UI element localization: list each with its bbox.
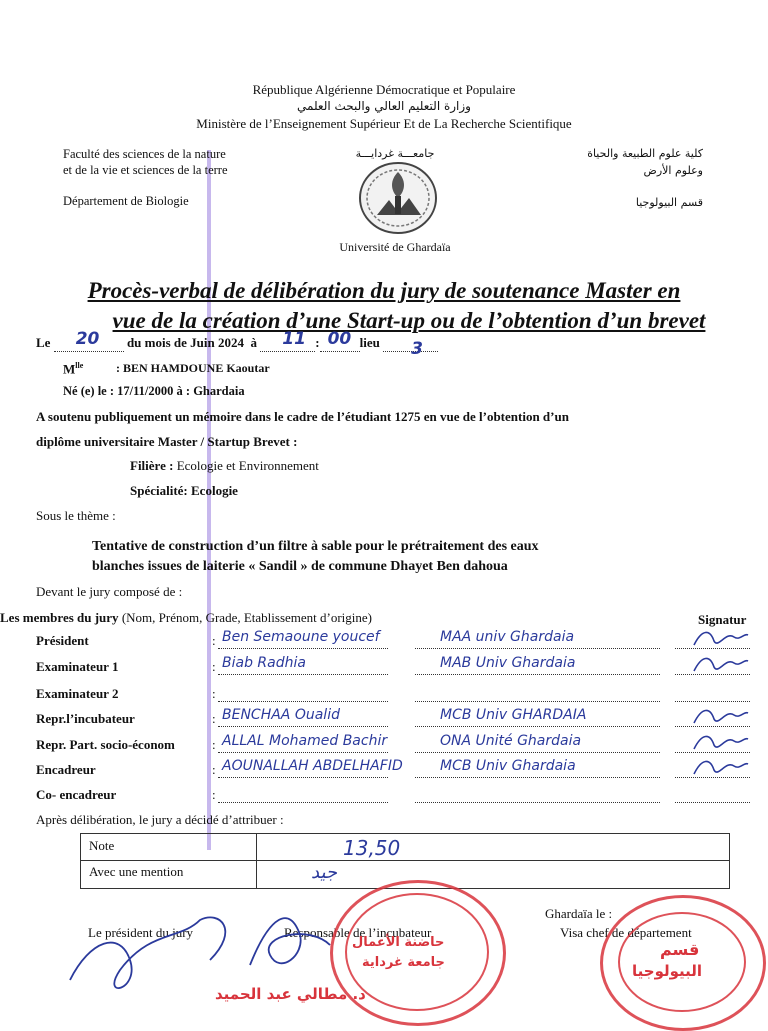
theme-line-2: blanches issues de laiterie « Sandil » de commune Dhayet Ben dahoua — [92, 559, 508, 574]
theme-label: Sous le thème : — [36, 508, 116, 523]
faculty-arabic-line-1: كلية علوم الطبيعة والحياة — [587, 147, 703, 160]
mention-label: Avec une mention — [89, 864, 184, 879]
note-row — [81, 834, 729, 861]
jury-member-name: Biab Radhia — [222, 655, 306, 671]
jury-member-grade: ONA Unité Ghardaia — [440, 733, 582, 749]
jury-dotted-line — [415, 801, 660, 803]
university-arabic: جامعـــة غردايـــة — [355, 147, 435, 160]
jury-header: Les membres du jury (Nom, Prénom, Grade, Etablissement d’origine) — [0, 610, 372, 625]
document-title-line-2: vue de la création d’une Start-up ou de l’obtention d’un brevet — [112, 308, 706, 333]
mention-value-handwritten: جيد — [311, 862, 338, 883]
jury-signature — [690, 627, 750, 651]
president-signature-label: Le président du jury — [88, 925, 194, 940]
statement-line-1: A soutenu publiquement un mémoire dans le cadre de l’étudiant 1275 en vue de l’obtention d’un — [36, 409, 569, 424]
jury-member-grade: MAA univ Ghardaia — [440, 629, 575, 645]
statement-line-2: diplôme universitaire Master / Startup Brevet : — [36, 434, 298, 449]
jury-signature — [690, 705, 750, 729]
date-le-label: Le — [36, 335, 54, 350]
birth-line: Né (e) le : 17/11/2000 à : Ghardaia — [63, 384, 245, 398]
jury-member-grade: MAB Univ Ghardaia — [440, 655, 576, 671]
jury-dotted-line — [415, 700, 660, 702]
note-value-handwritten: 13,50 — [343, 836, 401, 860]
jury-dotted-line — [218, 725, 388, 727]
department-arabic: قسم البيولوجيا — [635, 196, 703, 209]
jury-role-label: Repr. Part. socio-économ — [36, 737, 175, 752]
jury-dotted-line — [218, 751, 388, 753]
place-date-label: Ghardaïa le : — [545, 906, 613, 921]
jury-role-label: Examinateur 1 — [36, 659, 119, 674]
jury-signature — [690, 756, 750, 780]
signature-header: Signatur — [698, 612, 747, 627]
birth-place: Ghardaia — [193, 384, 245, 398]
ministry-heading: Ministère de l’Enseignement Supérieur Et de La Recherche Scientifique — [196, 116, 572, 131]
jury-role-label: Encadreur — [36, 762, 96, 777]
date-day-handwritten: 20 — [75, 329, 100, 349]
jury-member-name: BENCHAA Oualid — [222, 707, 340, 723]
lieu-label: lieu — [359, 335, 384, 350]
republic-heading: République Algérienne Démocratique et Populaire — [252, 82, 516, 97]
faculty-line-2: et de la vie et sciences de la terre — [63, 163, 228, 177]
time-minute-handwritten: 00 — [327, 329, 352, 349]
ministry-arabic: وزارة التعليم العالي والبحث العلمي — [297, 99, 471, 113]
visa-label: Visa chef de département — [560, 925, 692, 940]
document-title-line-1: Procès-verbal de délibération du jury de soutenance Master en — [87, 278, 681, 303]
result-intro: Après délibération, le jury a décidé d’attribuer : — [36, 812, 284, 827]
birth-date: 17/11/2000 à : — [117, 384, 194, 398]
jury-member-name: ALLAL Mohamed Bachir — [222, 733, 388, 749]
faculty-arabic-line-2: وعلوم الأرض — [643, 164, 703, 177]
jury-dotted-line — [415, 673, 660, 675]
jury-dotted-line — [675, 700, 750, 702]
jury-intro: Devant le jury composé de : — [36, 584, 183, 599]
lieu-handwritten: 3 — [411, 339, 423, 359]
jury-dotted-line — [218, 673, 388, 675]
jury-dotted-line — [675, 801, 750, 803]
department-stamp-line-1: قسم — [660, 940, 700, 959]
specialite-line: Spécialité: Ecologie — [130, 483, 238, 498]
jury-dotted-line — [415, 725, 660, 727]
department-name: Département de Biologie — [63, 194, 189, 208]
jury-dotted-line — [415, 751, 660, 753]
incubator-stamp-line-2: جامعة غرداية — [362, 955, 445, 970]
jury-member-grade: MCB Univ GHARDAIA — [440, 707, 587, 723]
incubator-signature-label: Responsable de l’incubateur — [284, 925, 432, 940]
filiere-value: Ecologie et Environnement — [176, 458, 319, 473]
incubator-stamp-line-1: حاضنة الأعمال — [352, 935, 445, 950]
jury-role-label: Président — [36, 633, 89, 648]
incubator-stamp-name: د. مطالي عبد الحميد — [215, 985, 366, 1003]
jury-dotted-line — [415, 647, 660, 649]
filiere-line: Filière : Ecologie et Environnement — [130, 458, 319, 473]
time-hour-handwritten: 11 — [282, 329, 306, 349]
theme-line-1: Tentative de construction d’un filtre à sable pour le prétraitement des eaux — [92, 539, 539, 554]
faculty-line-1: Faculté des sciences de la nature — [63, 147, 226, 161]
department-stamp-line-2: البيولوجيا — [632, 962, 703, 980]
jury-dotted-line — [218, 776, 388, 778]
date-line: Le 20 du mois de Juin 2024 à 11 : 00 lieu 3 — [36, 335, 438, 352]
jury-dotted-line — [415, 776, 660, 778]
margin-highlight-line — [207, 150, 211, 850]
jury-dotted-line — [218, 801, 388, 803]
jury-role-label: Examinateur 2 — [36, 686, 119, 701]
specialite-value: Ecologie — [191, 483, 238, 498]
jury-role-label: Repr.l’incubateur — [36, 711, 135, 726]
mlle-label: $M^{lle}$ — [63, 361, 84, 377]
university-logo-icon — [357, 160, 439, 236]
jury-member-name: AOUNALLAH ABDELHAFID — [222, 758, 403, 774]
jury-dotted-line — [218, 700, 388, 702]
jury-signature — [690, 731, 750, 755]
jury-role-label: Co- encadreur — [36, 787, 117, 802]
student-name: : BEN HAMDOUNE Kaoutar — [116, 361, 270, 375]
jury-dotted-line — [218, 647, 388, 649]
date-month-text: du mois de Juin 2024 — [123, 335, 244, 350]
jury-member-name: Ben Semaoune youcef — [222, 629, 380, 645]
date-a-label: à — [250, 335, 261, 350]
jury-member-grade: MCB Univ Ghardaia — [440, 758, 576, 774]
university-name: Université de Ghardaïa — [339, 240, 451, 254]
note-label: Note — [89, 838, 115, 853]
jury-signature — [690, 653, 750, 677]
